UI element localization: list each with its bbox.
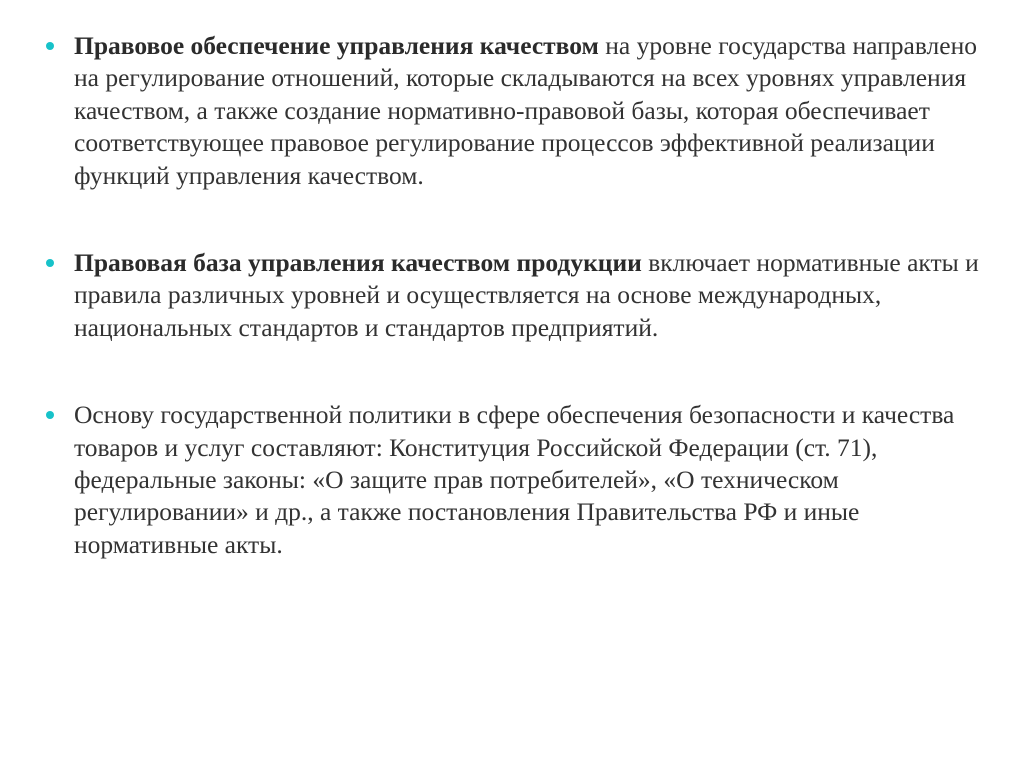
bullet-item-legal-support <box>46 30 1006 192</box>
bullet-bold-lead: Правовая база управления качеством продукции <box>74 248 642 278</box>
bullet-text: включает нормативные акты и правила различных уровней и осуществляется на основе международных, национальных стандартов и стандартов предприятий. <box>74 248 979 342</box>
bullet-dot-icon <box>46 259 54 267</box>
bullet-item-legal-base <box>46 247 1006 344</box>
bullet-bold-lead: Правовое обеспечение управления качеством <box>74 31 599 60</box>
bullet-item-state-policy <box>46 399 1006 561</box>
bullet-list <box>46 30 1006 561</box>
bullet-text: на уровне государства направлено на регулирование отношений, которые складываются на всех уровнях управления качеством, а также создание нормативно-правовой базы, которая обеспечивает соответствующее правовое регулирование процессов эффективной реализации функций управления качеством. <box>74 31 977 190</box>
bullet-dot-icon <box>46 411 54 419</box>
bullet-dot-icon <box>46 42 54 50</box>
bullet-text: Основу государственной политики в сфере обеспечения безопасности и качества товаров и услуг составляют: Конституция Российской Федерации (ст. 71), федеральные законы: «О защите прав потребителей», «О техническом регулировании» и др., а также постановления Правительства РФ и иные нормативные акты. <box>74 400 955 559</box>
